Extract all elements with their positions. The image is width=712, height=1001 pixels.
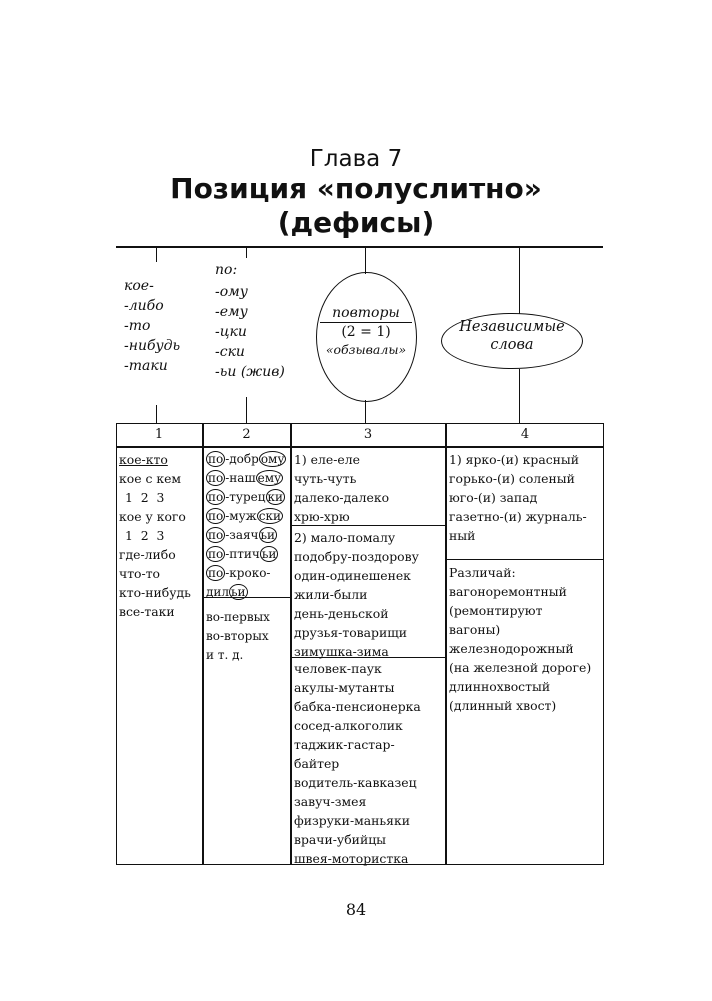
col2-line — [206, 545, 286, 564]
prefix-circled: по — [208, 490, 224, 504]
title-line-2: (дефисы) — [277, 206, 435, 239]
col2-line — [206, 450, 286, 469]
list-item: -ему — [215, 304, 248, 320]
col3-line: завуч-змея — [294, 794, 367, 809]
col3-block-1 — [294, 450, 389, 526]
connector-1-bottom — [156, 405, 157, 423]
col4-line: железнодорожный — [449, 641, 574, 656]
group2-list — [215, 282, 285, 382]
col1-line: что-то — [119, 566, 161, 581]
ellipse-bottom-label: «обзывалы» — [325, 342, 407, 357]
col4-line: 1) ярко-(и) красный — [449, 452, 580, 467]
col4-line: Различай: — [449, 565, 516, 580]
col4-line: вагоноремонтный — [449, 584, 567, 599]
col3-line: байтер — [294, 756, 340, 771]
col-divider-3 — [445, 423, 447, 865]
col3-line: далеко-далеко — [294, 490, 390, 505]
col2-line — [206, 469, 286, 488]
page-number: 84 — [345, 900, 367, 919]
col4-block-2 — [449, 563, 591, 715]
col3-line: акулы-мутанты — [294, 680, 395, 695]
col4-line: (длинный хвост) — [449, 698, 557, 713]
page-title — [0, 172, 712, 240]
col3-line: физруки-маньяки — [294, 813, 410, 828]
col3-line: день-деньской — [294, 606, 389, 621]
col1-cell — [119, 450, 191, 621]
col1-line: 1 2 3 — [125, 490, 165, 505]
col2-line — [206, 564, 286, 583]
stem: -муж — [225, 509, 257, 523]
stem: -кроко- — [225, 566, 271, 580]
col1-line: 1 2 3 — [125, 528, 165, 543]
independent-words-text — [441, 318, 583, 354]
col1-line: кое у кого — [119, 509, 186, 524]
col3-line: швея-мотористка — [294, 851, 409, 866]
stem: -заяч — [225, 528, 259, 542]
prefix-circled: по — [208, 566, 224, 580]
col4-line: (ремонтируют — [449, 603, 543, 618]
suffix-circled: ски — [258, 509, 281, 523]
col3-line: человек-паук — [294, 661, 382, 676]
col1-line: кое-кто — [119, 452, 168, 467]
ellipse2-line1: Независимые — [459, 319, 565, 335]
stem: -добр — [225, 452, 259, 466]
connector-4 — [519, 248, 520, 314]
header-rule — [116, 446, 604, 448]
col3-line: 1) еле-еле — [294, 452, 360, 467]
list-item: -цки — [215, 324, 247, 340]
chapter-label: Глава 7 — [309, 146, 403, 172]
col2-cell — [206, 450, 286, 665]
col4-line: длиннохвостый — [449, 679, 551, 694]
suffix-circled: ьи — [261, 547, 277, 561]
list-item: -ски — [215, 344, 245, 360]
stem: дил — [206, 585, 230, 599]
list-item: кое- — [124, 278, 154, 294]
list-item: -ьи (жив) — [215, 364, 285, 380]
list-item: -либо — [124, 298, 164, 314]
col-divider-2 — [290, 423, 292, 865]
top-rule — [116, 246, 603, 248]
col4-line: (на железной дороге) — [449, 660, 592, 675]
col2-extra-line: и т. д. — [206, 648, 244, 662]
col1-line: где-либо — [119, 547, 176, 562]
col3-line: водитель-кавказец — [294, 775, 417, 790]
group2-head: по: — [215, 262, 238, 278]
connector-1 — [156, 248, 157, 262]
col4-line: горько-(и) соленый — [449, 471, 575, 486]
col-header-2: 2 — [242, 427, 251, 442]
col3-line: таджик-гастар- — [294, 737, 395, 752]
col4-line: юго-(и) запад — [449, 490, 538, 505]
stem: -птич — [225, 547, 260, 561]
list-item: -таки — [124, 358, 168, 374]
suffix-circled: ьи — [260, 528, 276, 542]
col3-line: сосед-алкоголик — [294, 718, 403, 733]
col3-line: зимушка-зима — [294, 644, 389, 659]
col1-line: кое с кем — [119, 471, 182, 486]
col3-line: подобру-поздорову — [294, 549, 419, 564]
col2-extra-line: во-вторых — [206, 629, 269, 643]
group1-list — [124, 276, 180, 376]
col3-block-2 — [294, 528, 419, 661]
connector-3 — [365, 248, 366, 274]
suffix-circled: ему — [257, 471, 282, 485]
col3-line: 2) мало-помалу — [294, 530, 396, 545]
col3-line: врачи-убийцы — [294, 832, 387, 847]
col-header-4: 4 — [520, 427, 530, 442]
prefix-circled: по — [208, 452, 224, 466]
col4-line: вагоны) — [449, 622, 501, 637]
col3-line: один-одинешенек — [294, 568, 411, 583]
suffix-circled: ому — [260, 452, 285, 466]
col4-block-1 — [449, 450, 587, 545]
stem: -наш — [225, 471, 256, 485]
col2-extra-line: во-первых — [206, 610, 270, 624]
col3-block-3 — [294, 659, 421, 868]
col4-divider — [446, 559, 604, 560]
col2-line — [206, 488, 286, 507]
connector-4-bottom — [519, 369, 520, 423]
col1-line: кто-нибудь — [119, 585, 191, 600]
col-divider-1 — [202, 423, 204, 865]
stem: -турец — [225, 490, 266, 504]
col3-line: хрю-хрю — [294, 509, 350, 524]
col-header-1: 1 — [154, 427, 164, 442]
col-header-3: 3 — [363, 427, 373, 442]
prefix-circled: по — [208, 471, 224, 485]
list-item: -нибудь — [124, 338, 181, 354]
col3-line: друзья-товарищи — [294, 625, 408, 640]
connector-2 — [246, 248, 247, 258]
col2-line — [206, 526, 286, 545]
col2-line — [206, 507, 286, 526]
connector-2-bottom — [246, 397, 247, 423]
suffix-circled: ьи — [231, 585, 246, 599]
col1-line: все-таки — [119, 604, 175, 619]
col3-line: чуть-чуть — [294, 471, 357, 486]
prefix-circled: по — [208, 528, 224, 542]
col4-line: газетно-(и) журналь- — [449, 509, 587, 524]
title-line-1: Позиция «полуслитно» — [170, 172, 542, 205]
connector-3-bottom — [365, 400, 366, 423]
col2-line — [206, 583, 286, 602]
col3-line: бабка-пенсионерка — [294, 699, 421, 714]
col4-line: ный — [449, 528, 476, 543]
col3-line: жили-были — [294, 587, 368, 602]
list-item: -то — [124, 318, 151, 334]
list-item: -ому — [215, 284, 248, 300]
ellipse2-line2: слова — [490, 337, 534, 353]
ellipse-top-label: повторы — [320, 304, 412, 323]
suffix-circled: ки — [267, 490, 283, 504]
repeats-ellipse-text — [314, 304, 418, 359]
prefix-circled: по — [208, 509, 224, 523]
ellipse-fraction: (2 = 1) — [341, 324, 391, 340]
prefix-circled: по — [208, 547, 224, 561]
